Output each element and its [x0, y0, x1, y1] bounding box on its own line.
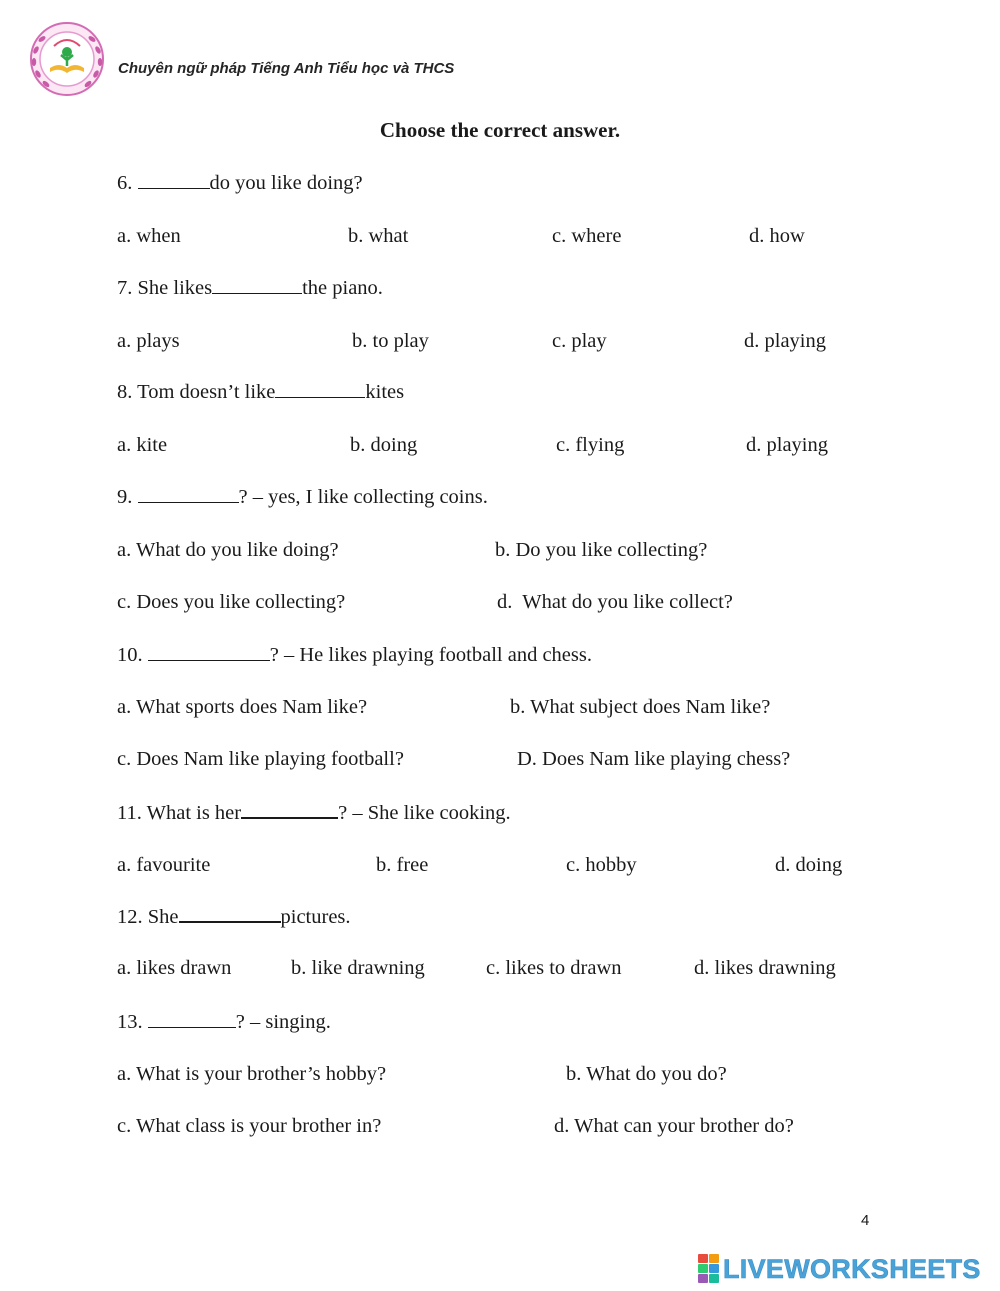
option-b: b. like drawning [291, 957, 425, 979]
option-a: a. What is your brother’s hobby? [117, 1063, 387, 1085]
header-subject-text: Chuyên ngữ pháp Tiếng Anh Tiểu học và THCS [118, 60, 455, 77]
question-text: 8. Tom doesn’t like [117, 381, 276, 403]
question-number: 10. [117, 644, 143, 666]
option-c: c. Does Nam like playing football? [117, 748, 404, 770]
option-a: a. likes drawn [117, 957, 232, 979]
option-c: c. where [552, 225, 622, 247]
liveworksheets-logo [698, 1252, 981, 1286]
option-b: b. What subject does Nam like? [510, 696, 771, 718]
question-7 [117, 277, 383, 300]
question-10 [117, 644, 592, 667]
question-9 [117, 486, 488, 509]
option-a: a. favourite [117, 854, 211, 876]
school-wreath-logo-icon [24, 20, 110, 98]
option-a: a. What do you like doing? [117, 539, 339, 561]
question-text: ? – singing. [235, 1011, 331, 1033]
answer-blank [148, 644, 270, 661]
question-number: 13. [117, 1011, 143, 1033]
option-c: c. flying [556, 434, 625, 456]
exercise-title: Choose the correct answer. [379, 118, 621, 142]
question-11 [117, 801, 511, 825]
question-number: 9. [117, 486, 133, 508]
option-d: d. What do you like collect? [497, 591, 733, 613]
option-a: a. plays [117, 330, 180, 352]
question-text: 11. What is her [117, 802, 242, 824]
answer-blank [212, 277, 302, 294]
option-d: d. What can your brother do? [554, 1115, 794, 1137]
option-b: b. to play [352, 330, 429, 352]
question-text: ? – He likes playing football and chess. [269, 644, 592, 666]
answer-blank [179, 905, 281, 923]
question-text: do you like doing? [209, 172, 363, 194]
option-c: c. play [552, 330, 607, 352]
question-8 [117, 381, 404, 404]
option-d: d. likes drawning [694, 957, 836, 979]
question-12 [117, 905, 351, 929]
option-c: c. Does you like collecting? [117, 591, 346, 613]
option-d: D. Does Nam like playing chess? [517, 748, 791, 770]
liveworksheets-wordmark: LIVEWORKSHEETS [723, 1253, 981, 1284]
option-b: b. free [376, 854, 429, 876]
option-b: b. what [348, 225, 409, 247]
option-d: d. playing [746, 434, 828, 456]
question-text: ? – She like cooking. [338, 802, 511, 824]
question-text: pictures. [280, 906, 351, 928]
question-13 [117, 1011, 331, 1034]
question-text: ? – yes, I like collecting coins. [238, 486, 488, 508]
question-text: 7. She likes [117, 277, 213, 299]
option-d: d. playing [744, 330, 826, 352]
answer-blank [148, 1011, 236, 1028]
page-number: 4 [861, 1212, 870, 1229]
answer-blank [138, 486, 239, 503]
option-c: c. hobby [566, 854, 637, 876]
answer-blank [275, 381, 365, 398]
option-c: c. What class is your brother in? [117, 1115, 382, 1137]
option-b: b. doing [350, 434, 418, 456]
liveworksheets-mark-icon [698, 1254, 720, 1284]
option-c: c. likes to drawn [486, 957, 622, 979]
question-text: the piano. [302, 277, 383, 299]
option-b: b. Do you like collecting? [495, 539, 708, 561]
question-number: 6. [117, 172, 133, 194]
option-a: a. kite [117, 434, 168, 456]
question-text: kites [365, 381, 405, 403]
option-d: d. doing [775, 854, 843, 876]
answer-blank [241, 801, 338, 819]
option-b: b. What do you do? [566, 1063, 727, 1085]
question-6 [117, 172, 363, 195]
question-text: 12. She [117, 906, 179, 928]
answer-blank [138, 172, 210, 189]
option-a: a. What sports does Nam like? [117, 696, 368, 718]
option-d: d. how [749, 225, 805, 247]
option-a: a. when [117, 225, 181, 247]
